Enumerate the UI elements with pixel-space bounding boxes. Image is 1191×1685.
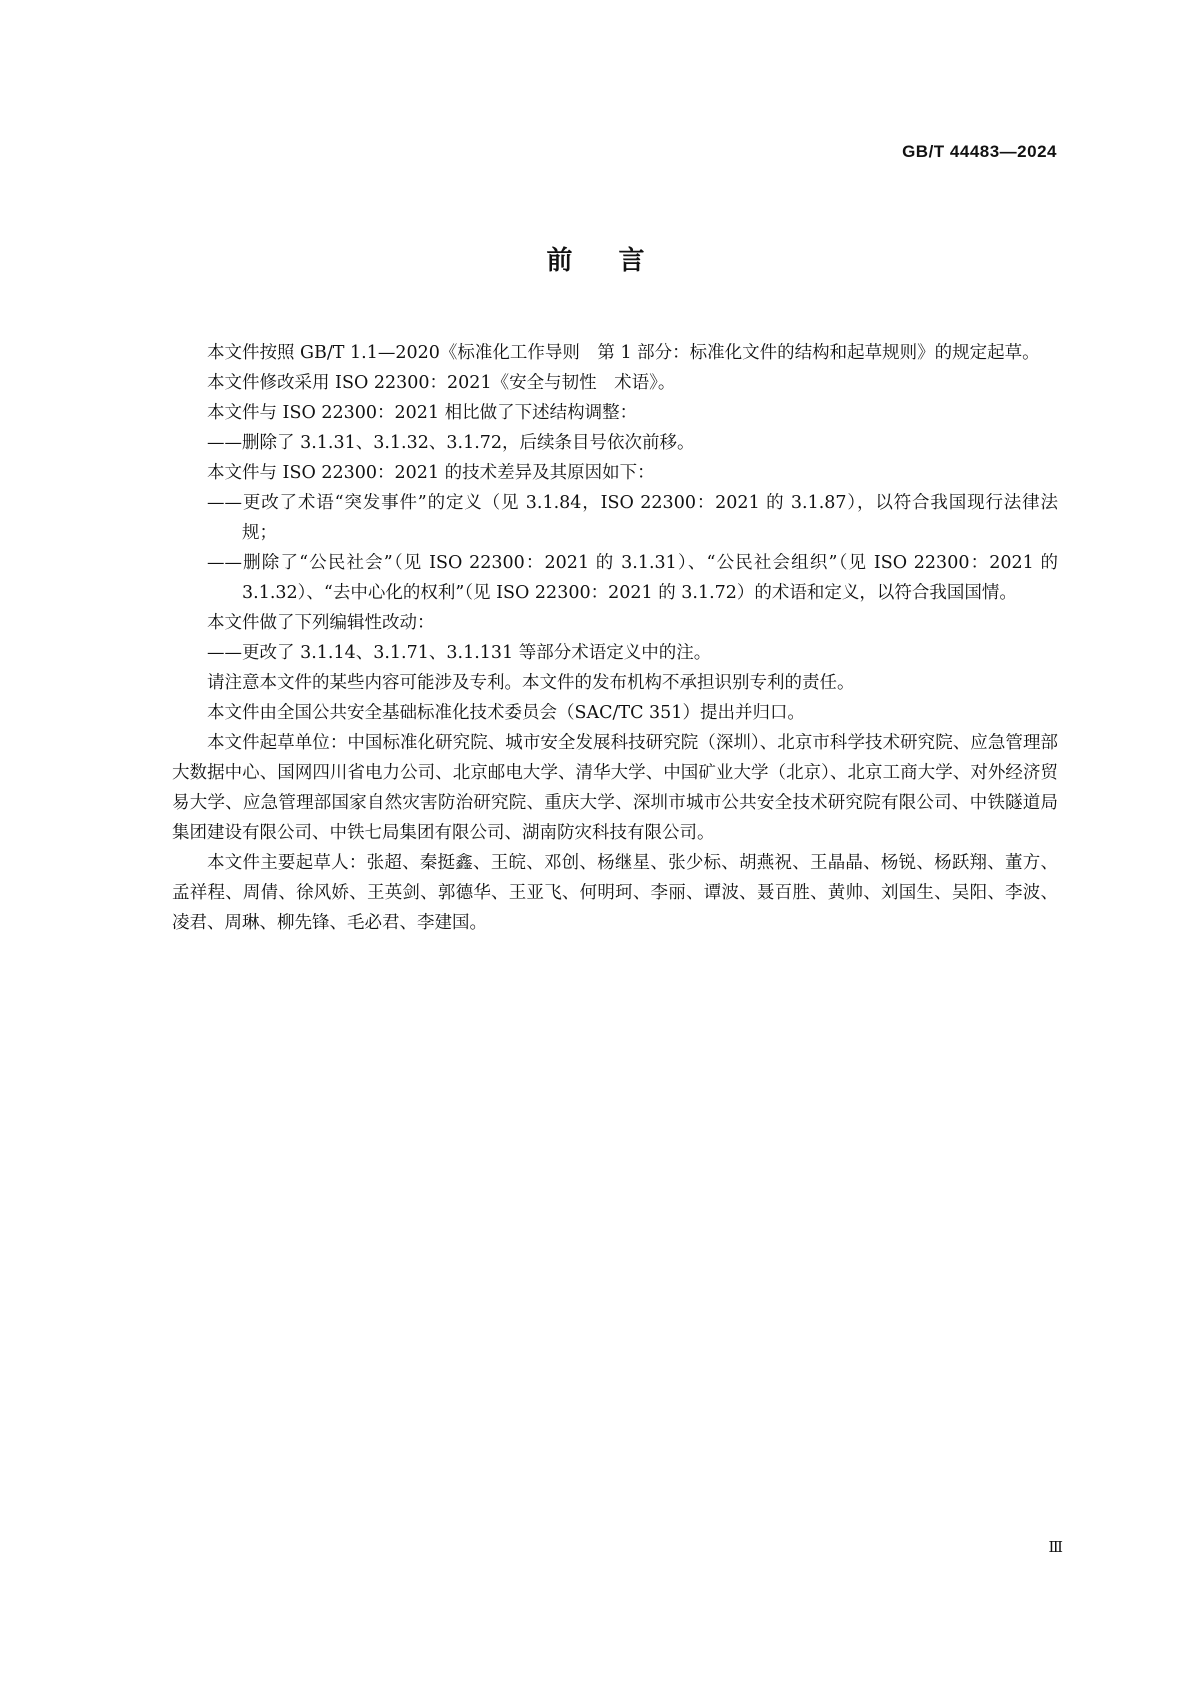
paragraph-drafting-rules: 本文件按照 GB/T 1.1—2020《标准化工作导则 第 1 部分：标准化文件的结构和起草规则》的规定起草。 (207, 343, 1040, 363)
paragraph-structure-changes: 本文件与 ISO 22300：2021 相比做了下述结构调整： (207, 403, 638, 423)
paragraph-technical-differences: 本文件与 ISO 22300：2021 的技术差异及其原因如下： (207, 463, 655, 483)
paragraph-proposer: 本文件由全国公共安全基础标准化技术委员会（SAC/TC 351）提出并归口。 (207, 703, 805, 723)
paragraph-adoption: 本文件修改采用 ISO 22300：2021《安全与韧性 术语》。 (207, 373, 676, 393)
standard-code: GB/T 44483—2024 (902, 142, 1057, 161)
list-item: ——更改了术语“突发事件”的定义（见 3.1.84，ISO 22300：2021 的 3.1.87），以符合我国现行法律法规； (207, 493, 1058, 543)
page-number: Ⅲ (1048, 1538, 1063, 1556)
paragraph-editorial-changes: 本文件做了下列编辑性改动： (207, 613, 435, 633)
page-title: 前言 (546, 246, 691, 276)
list-item: ——删除了“公民社会”（见 ISO 22300：2021 的 3.1.31）、“公民社会组织”（见 ISO 22300：2021 的 3.1.32）、“去中心化的权利”（见 ISO 22300：2021 的 3.1.72）的术语和定义，以符合我国国情。 (207, 553, 1058, 603)
paragraph-drafting-units: 本文件起草单位：中国标准化研究院、城市安全发展科技研究院（深圳）、北京市科学技术研究院、应急管理部大数据中心、国网四川省电力公司、北京邮电大学、清华大学、中国矿业大学（北京）、北京工商大学、对外经济贸易大学、应急管理部国家自然灾害防治研究院、重庆大学、深圳市城市公共安全技术研究院有限公司、中铁隧道局集团建设有限公司、中铁七局集团有限公司、湖南防灾科技有限公司。 (172, 733, 1058, 843)
paragraph-drafters: 本文件主要起草人：张超、秦挺鑫、王皖、邓创、杨继星、张少标、胡燕祝、王晶晶、杨锐、杨跃翔、董方、孟祥程、周倩、徐风娇、王英剑、郭德华、王亚飞、何明珂、李丽、谭波、聂百胜、黄帅、刘国生、吴阳、李波、凌君、周琳、柳先锋、毛必君、李建国。 (172, 853, 1058, 933)
list-item: ——删除了 3.1.31、3.1.32、3.1.72，后续条目号依次前移。 (207, 433, 695, 453)
list-item: ——更改了 3.1.14、3.1.71、3.1.131 等部分术语定义中的注。 (207, 643, 712, 663)
paragraph-patent-notice: 请注意本文件的某些内容可能涉及专利。本文件的发布机构不承担识别专利的责任。 (207, 673, 855, 693)
foreword-body (172, 338, 1058, 938)
